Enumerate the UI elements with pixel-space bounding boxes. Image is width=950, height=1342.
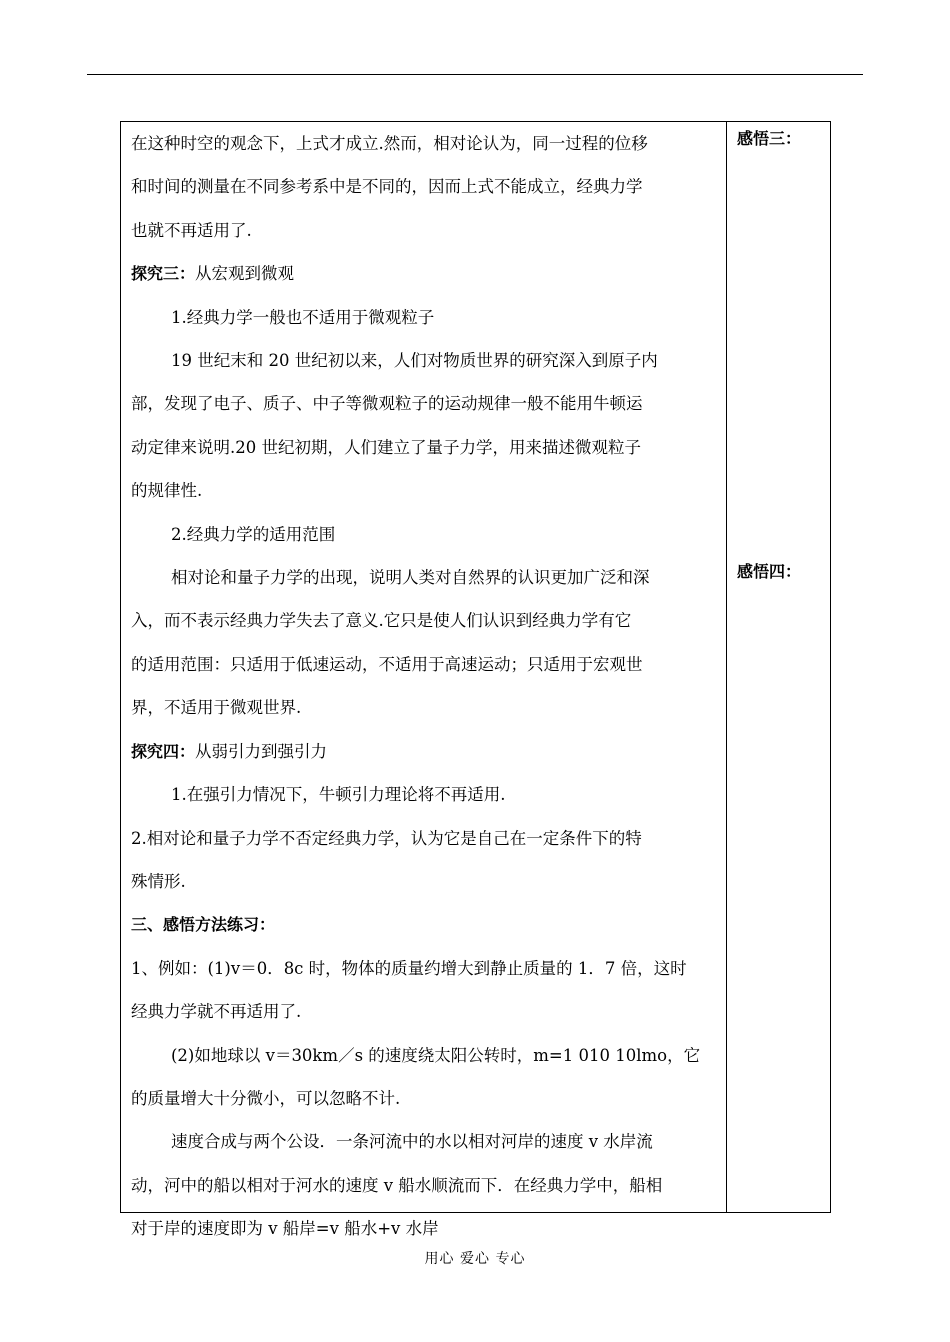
text-line: 对于岸的速度即为 v 船岸=v 船水+v 水岸 xyxy=(131,1219,439,1239)
reflection-label-3: 感悟三： xyxy=(737,129,802,148)
text-line: 也就不再适用了. xyxy=(131,220,252,240)
page-footer: 用心 爱心 专心 xyxy=(424,1251,526,1267)
lesson-table xyxy=(120,121,831,1239)
text-line: 动定律来说明.20 世纪初期，人们建立了量子力学，用来描述微观粒子 xyxy=(131,437,641,457)
text-line: 1.在强引力情况下，牛顿引力理论将不再适用. xyxy=(171,785,506,805)
text-line: 1.经典力学一般也不适用于微观粒子 xyxy=(171,307,435,327)
text-line: 部，发现了电子、质子、中子等微观粒子的运动规律一般不能用牛顿运 xyxy=(131,394,643,414)
text-line: 19 世纪末和 20 世纪初以来，人们对物质世界的研究深入到原子内 xyxy=(171,351,658,371)
text-line: 1、例如：(1)v＝0．8c 时，物体的质量约增大到静止质量的 1．7 倍，这时 xyxy=(131,958,687,978)
text-line: 殊情形. xyxy=(131,871,186,891)
text-line: 的适用范围：只适用于低速运动，不适用于高速运动；只适用于宏观世 xyxy=(131,654,643,674)
text-line: 在这种时空的观念下，上式才成立.然而，相对论认为，同一过程的位移 xyxy=(131,134,648,153)
section-heading xyxy=(131,730,718,773)
text-line: 和时间的测量在不同参考系中是不同的，因而上式不能成立，经典力学 xyxy=(131,177,643,197)
main-column xyxy=(131,122,718,1251)
header-rule xyxy=(87,74,863,75)
text-line: 2.相对论和量子力学不否定经典力学，认为它是自己在一定条件下的特 xyxy=(131,828,642,848)
section-title: 从弱引力到强引力 xyxy=(195,741,328,761)
text-line: 界，不适用于微观世界. xyxy=(131,698,302,718)
text-line: 速度合成与两个公设．一条河流中的水以相对河岸的速度 v 水岸流 xyxy=(171,1132,653,1152)
section-title: 从宏观到微观 xyxy=(195,264,295,284)
text-line: 2.经典力学的适用范围 xyxy=(171,524,336,544)
text-line: 入，而不表示经典力学失去了意义.它只是使人们认识到经典力学有它 xyxy=(131,611,632,631)
section-label: 探究四： xyxy=(131,741,196,761)
text-line: 相对论和量子力学的出现，说明人类对自然界的认识更加广泛和深 xyxy=(171,568,650,588)
reflection-label-4: 感悟四： xyxy=(737,562,802,581)
text-line: 动，河中的船以相对于河水的速度 v 船水顺流而下．在经典力学中，船相 xyxy=(131,1175,663,1195)
column-divider xyxy=(726,122,727,1212)
text-line: (2)如地球以 v＝30km／s 的速度绕太阳公转时，m=1 010 10lmo，它 xyxy=(171,1045,701,1065)
text-line: 经典力学就不再适用了. xyxy=(131,1002,302,1022)
text-line: 的规律性. xyxy=(131,481,203,501)
text-line: 的质量增大十分微小，可以忽略不计. xyxy=(131,1088,401,1108)
section-heading xyxy=(131,252,718,295)
section-heading: 三、感悟方法练习： xyxy=(131,915,276,935)
section-label: 探究三： xyxy=(131,264,196,284)
